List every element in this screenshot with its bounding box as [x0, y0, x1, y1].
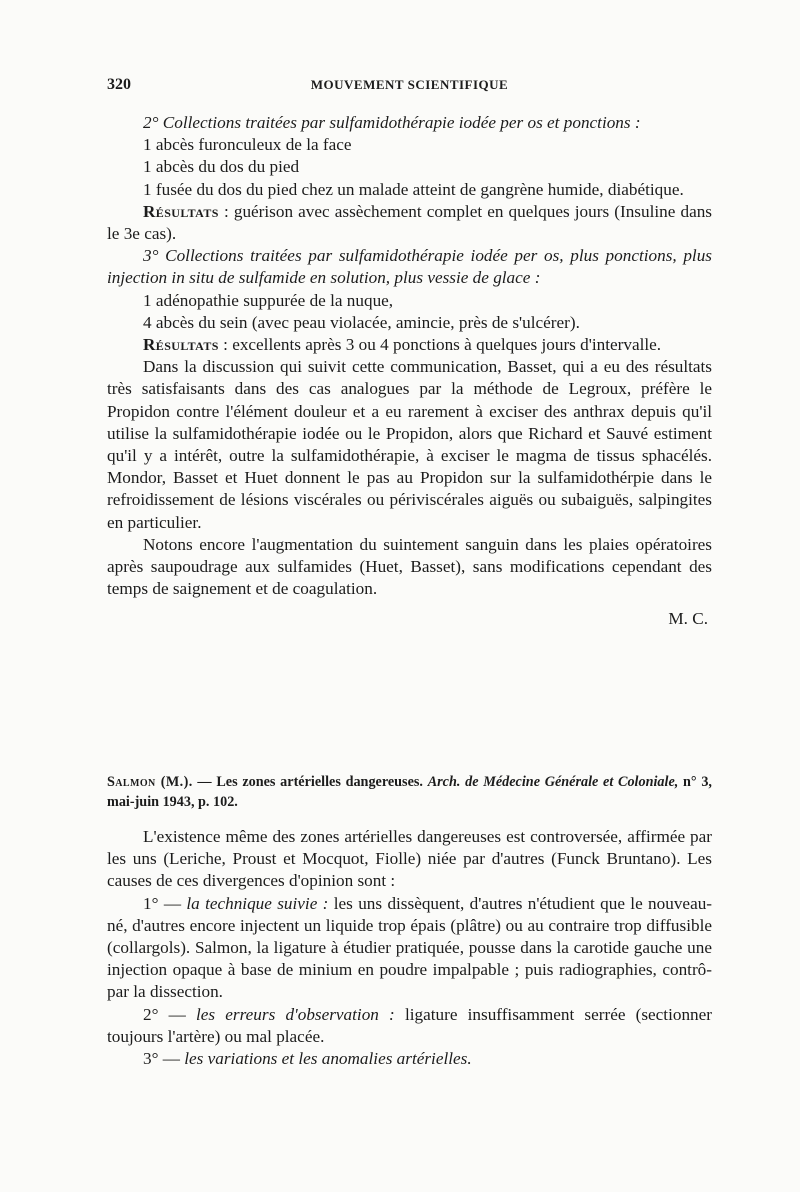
point-3	[107, 1048, 712, 1070]
point-heading: la technique suivie :	[186, 893, 329, 913]
case-line: 1 abcès furonculeux de la face	[143, 135, 352, 155]
point-label: 2° —	[143, 1004, 197, 1024]
case-line: 4 abcès du sein (avec peau violacée, amincie, près de s'ulcérer).	[143, 312, 580, 332]
point-label: 1° —	[143, 893, 187, 913]
point-1	[107, 893, 712, 1004]
results-text: : excellents après 3 ou 4 ponctions à quelques jours d'intervalle.	[218, 335, 662, 355]
item2-results	[107, 201, 712, 245]
results-label: Résultats	[143, 335, 219, 355]
ref-author: Salmon (M.).	[107, 774, 193, 790]
bibliographic-reference	[107, 772, 712, 812]
item2-heading: 2° Collections traitées par sulfamidothérapie iodée per os et ponctions :	[143, 113, 641, 132]
intro-paragraph: L'existence même des zones artérielles dangereuses est controversée, affirmée par les uns (Leriche, Proust et Mocquot, Fiolle) niée par d'autres (Funck Bruntano). Les causes de ces divergences d'opinion sont :	[107, 827, 712, 891]
results-text: : guérison avec assèchement complet en quelques jours (Insuline dans le 3e cas).	[107, 201, 712, 244]
page-number: 320	[107, 76, 131, 93]
abstract-salmon	[107, 772, 712, 1070]
point-text: les uns dissèquent, d'autres n'étudient que le nouveau-né, d'autres encore injectent un liquide trop épais (plâtre) ou au contraire trop diffusible (collargols). Salmon, la ligature à étudier pratiquée, pousse dans la carotide gauche une injection opaque à base de minium en poudre impalpable ; puis radiographies, contrôpar la dissection.	[107, 893, 713, 1002]
point-heading: les erreurs d'observation :	[196, 1004, 395, 1024]
discussion-paragraph: Dans la discussion qui suivit cette communication, Basset, qui a eu des résultats très satisfaisants dans des cas analogues par la méthode de Legroux, préfère le Propidon contre l'élément douleur et a eu rarement à exciser des anthrax depuis qu'il utilise la sulfamidothérapie iodée ou le Propidon, alors que Richard et Sauvé estiment qu'il y a intérêt, outre la sulfamidothérapie, à exciser le magma de tissus sphacélés. Mondor, Basset et Huet donnent le pas au Propidon sur la sulfamidothérpie dans le refroidissement de lésions viscérales ou périviscérales aiguës ou subaiguës, salpingites en particulier.	[107, 357, 712, 532]
ref-title: Les zones artérielles dangereuses.	[216, 774, 428, 790]
case-line: 1 abcès du dos du pied	[143, 157, 300, 177]
running-header	[107, 76, 712, 96]
point-2	[107, 1004, 712, 1048]
point-label: 3° —	[143, 1049, 185, 1069]
results-label: Résultats	[143, 201, 219, 221]
ref-journal: Arch. de Médecine Générale et Coloniale,	[427, 774, 679, 790]
item3-results	[107, 334, 712, 356]
case-line: 1 adénopathie suppurée de la nuque,	[143, 290, 394, 310]
article-continuation	[107, 112, 712, 631]
signature: M. C.	[668, 609, 708, 629]
ref-details: n° 3, mai-juin 1943, p. 102.	[107, 774, 712, 810]
item3-heading: 3° Collections traitées par sulfamidothérapie iodée per os, plus ponctions, plus injection in situ de sulfamide en solution, plus vessie de glace :	[107, 246, 712, 288]
running-title: MOUVEMENT SCIENTIFIQUE	[310, 77, 509, 92]
point-heading: les variations et les anomalies artérielles.	[184, 1049, 472, 1069]
ref-dash: —	[192, 774, 217, 790]
case-line: 1 fusée du dos du pied chez un malade atteint de gangrène humide, diabétique.	[143, 179, 684, 199]
note-paragraph: Notons encore l'augmentation du suintement sanguin dans les plaies opératoires après saupoudrage aux sulfamides (Huet, Basset), sans modifications cependant des temps de saignement et de coagulation.	[107, 534, 712, 599]
point-text: ligature insuffisamment serrée (sectionner toujours l'artère) ou mal placée.	[107, 1004, 712, 1046]
